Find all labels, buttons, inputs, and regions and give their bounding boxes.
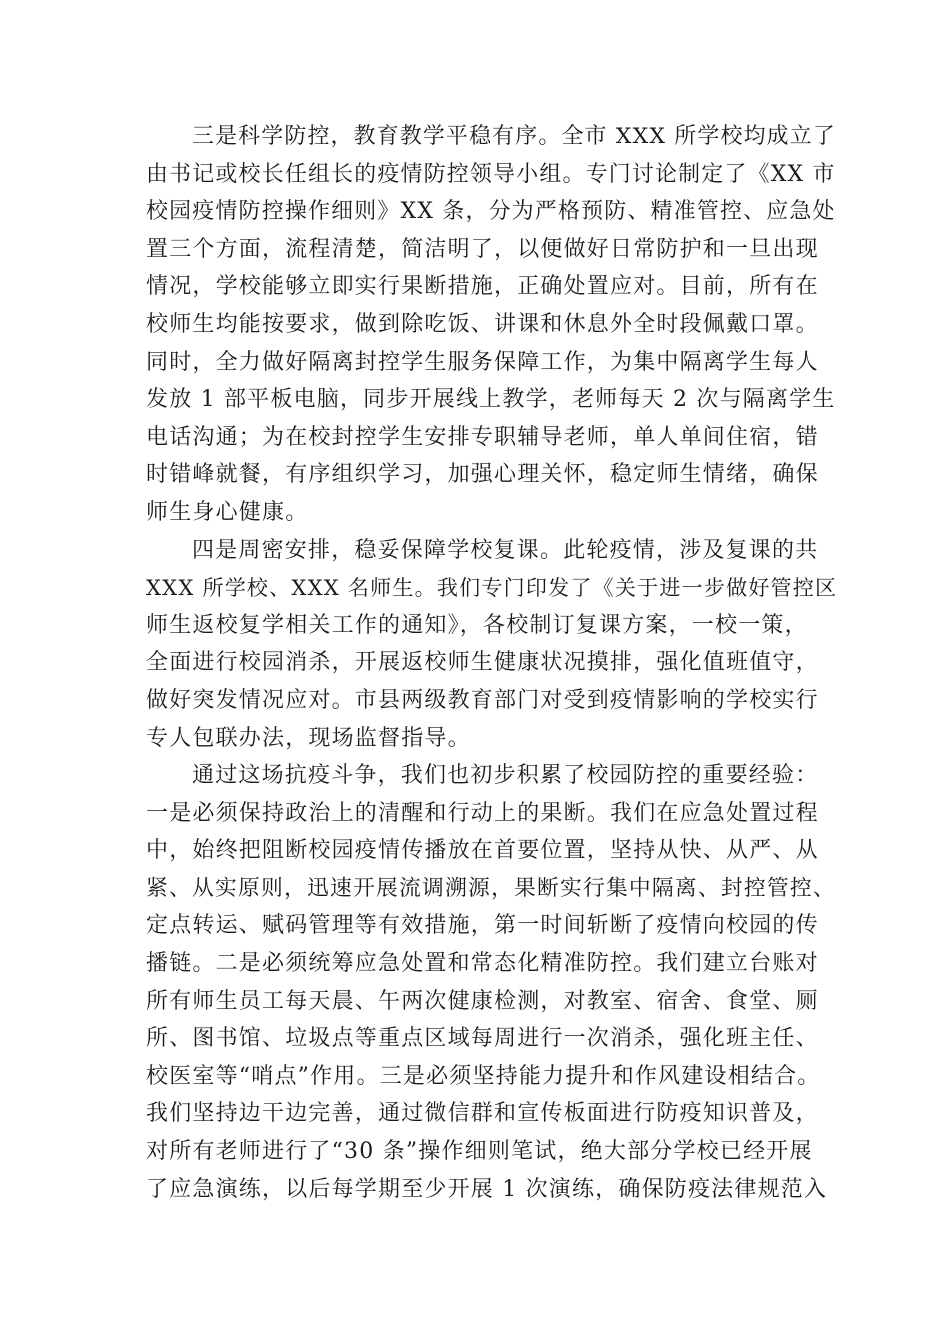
text-line: 专人包联办法，现场监督指导。 — [146, 725, 471, 751]
text-line: 紧、从实原则，迅速开展流调溯源，果断实行集中隔离、封控管控、 — [146, 875, 836, 901]
text-line: 定点转运、赋码管理等有效措施，第一时间斩断了疫情向校园的传 — [146, 913, 819, 939]
text-line: 校师生均能按要求，做到除吃饭、讲课和休息外全时段佩戴口罩。 — [146, 311, 819, 337]
text-line: 置三个方面，流程清楚，简洁明了，以便做好日常防护和一旦出现 — [146, 236, 819, 262]
text-line: XXX 所学校、XXX 名师生。我们专门印发了《关于进一步做好管控区 — [146, 575, 838, 601]
text-line: 情况，学校能够立即实行果断措施，正确处置应对。目前，所有在 — [146, 274, 819, 300]
document-body — [146, 118, 836, 1208]
text-line: 师生身心健康。 — [146, 499, 309, 525]
text-line: 了应急演练，以后每学期至少开展 1 次演练，确保防疫法律规范入 — [146, 1176, 828, 1202]
text-line: 校医室等“哨点”作用。三是必须坚持能力提升和作风建设相结合。 — [146, 1063, 821, 1089]
text-line: 我们坚持边干边完善，通过微信群和宣传板面进行防疫知识普及， — [146, 1101, 819, 1127]
text-line: 对所有老师进行了“30 条”操作细则笔试，绝大部分学校已经开展 — [146, 1139, 813, 1165]
text-line: 全面进行校园消杀，开展返校师生健康状况摸排，强化值班值守， — [146, 650, 819, 676]
paragraph-first-line: 四是周密安排，稳妥保障学校复课。此轮疫情，涉及复课的共 — [192, 537, 819, 563]
text-line: 校园疫情防控操作细则》XX 条，分为严格预防、精准管控、应急处 — [146, 199, 836, 225]
text-line: 做好突发情况应对。市县两级教育部门对受到疫情影响的学校实行 — [146, 687, 819, 713]
text-line: 由书记或校长任组长的疫情防控领导小组。专门讨论制定了《XX 市 — [146, 161, 836, 187]
text-line: 时错峰就餐，有序组织学习，加强心理关怀，稳定师生情绪，确保 — [146, 462, 819, 488]
paragraph-first-line: 通过这场抗疫斗争，我们也初步积累了校园防控的重要经验： — [192, 763, 819, 789]
text-line: 所有师生员工每天晨、午两次健康检测，对教室、宿舍、食堂、厕 — [146, 988, 819, 1014]
text-line: 中，始终把阻断校园疫情传播放在首要位置，坚持从快、从严、从 — [146, 838, 819, 864]
text-line: 电话沟通；为在校封控学生安排专职辅导老师，单人单间住宿，错 — [146, 424, 819, 450]
text-line: 所、图书馆、垃圾点等重点区域每周进行一次消杀，强化班主任、 — [146, 1026, 819, 1052]
text-line: 发放 1 部平板电脑，同步开展线上教学，老师每天 2 次与隔离学生 — [146, 387, 836, 413]
paragraph-first-line: 三是科学防控，教育教学平稳有序。全市 XXX 所学校均成立了 — [192, 124, 836, 149]
text-line: 播链。二是必须统筹应急处置和常态化精准防控。我们建立台账对 — [146, 951, 819, 977]
text-line: 同时，全力做好隔离封控学生服务保障工作，为集中隔离学生每人 — [146, 349, 819, 375]
text-line: 师生返校复学相关工作的通知》，各校制订复课方案，一校一策， — [146, 612, 808, 638]
text-line: 一是必须保持政治上的清醒和行动上的果断。我们在应急处置过程 — [146, 800, 819, 826]
